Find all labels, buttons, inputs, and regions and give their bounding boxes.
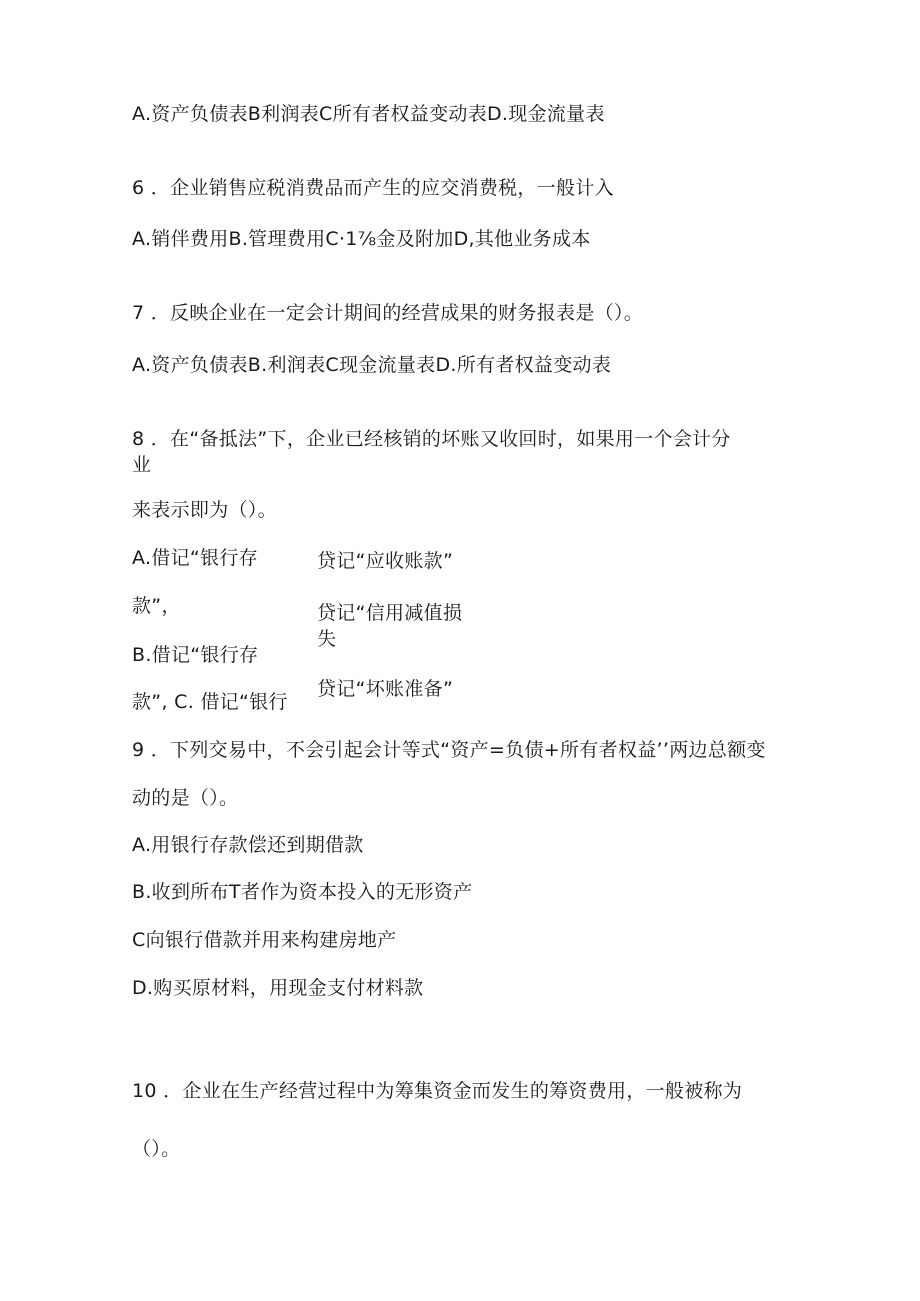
question-6-options: A.销伴费用B.管理费用C·1⅞金及附加D,其他业务成本 [132,228,591,250]
question-8-option-b-left: B.借记“银行存 [132,644,259,666]
question-9-option-a: A.用银行存款偿还到期借款 [132,834,364,856]
question-10-stem-line1: 10 ．企业在生产经营过程中为筹集资金而发生的筹资费用，一般被称为 [132,1080,743,1102]
question-7-options: A.资产负债表B.利润表C现金流量表D.所有者权益变动表 [132,354,612,376]
question-9-option-c: C向银行借款并用来构建房地产 [132,929,397,951]
question-8-option-b-right-cont: 失 [317,628,337,650]
question-7-stem: 7 ．反映企业在一定会计期间的经营成果的财务报表是（）。 [132,302,644,324]
question-8-option-a-left-cont: 款”， [132,595,181,617]
question-8-option-a-right: 贷记“应收账款” [317,550,454,572]
question-9-stem-line1: 9 ．下列交易中，不会引起会计等式“资产=负债+所有者权益’’两边总额变 [132,739,766,761]
question-8-option-c-right: 贷记“坏账准备” [317,678,454,700]
question-5-options: A.资产负债表B利润表C所有者权益变动表D.现金流量表 [132,103,605,125]
question-10-stem-line2: （）。 [132,1138,181,1160]
question-8-stem-line1: 8 ．在“备抵法”下，企业已经核销的坏账又收回时，如果用一个会计分 [132,428,731,450]
question-8-option-a-left: A.借记“银行存 [132,547,258,569]
question-8-option-c-left: 款”, C. 借记“银行 [132,691,288,713]
question-9-option-b: B.收到所布T者作为资本投入的无形资产 [132,881,473,903]
question-8-stem-line3: 来表示即为（）。 [132,499,277,521]
question-6-stem: 6 ．企业销售应税消费品而产生的应交消费税，一般计入 [132,177,614,199]
question-8-option-b-right: 贷记“信用减值损 [317,602,463,624]
question-8-stem-line2: 业 [132,454,152,476]
question-9-option-d: D.购买原材料，用现金支付材料款 [132,977,424,999]
question-9-stem-line2: 动的是（）。 [132,787,239,809]
